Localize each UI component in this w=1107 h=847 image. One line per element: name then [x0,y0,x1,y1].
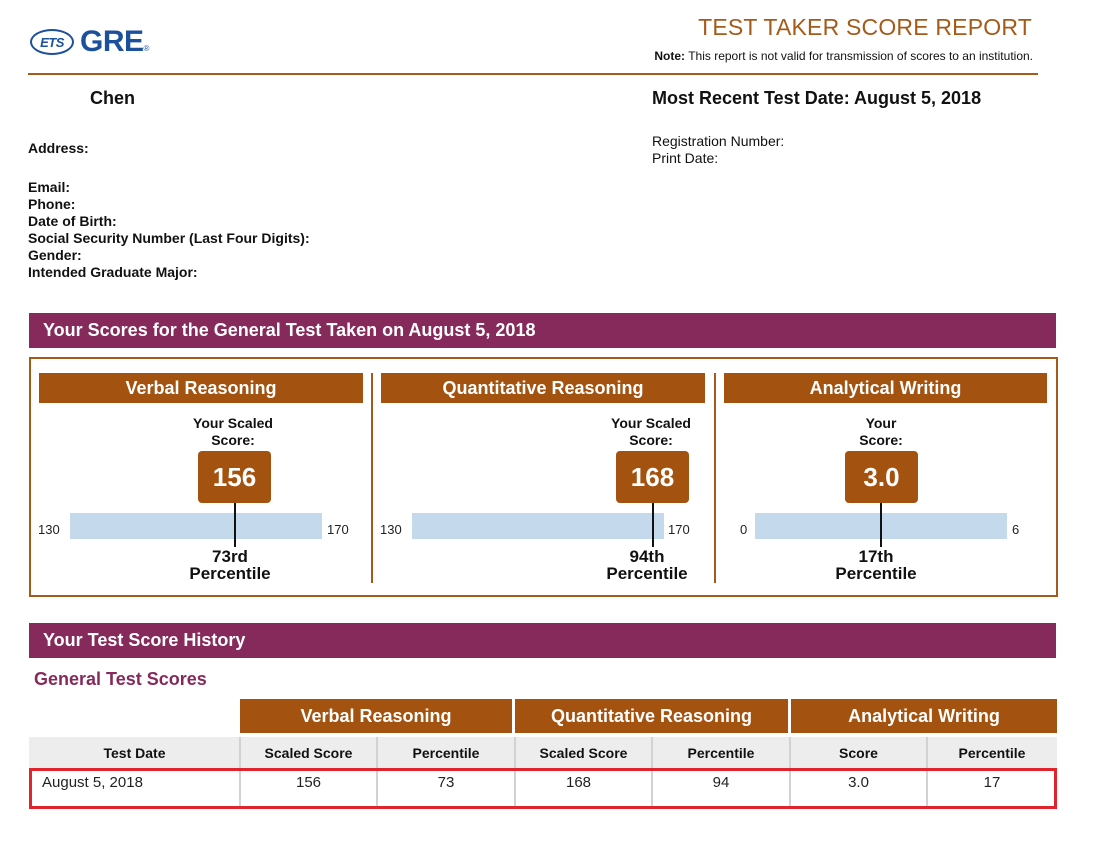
report-note-text: This report is not valid for transmission of scores to an institution. [688,49,1033,63]
writing-score-label-line: Score: [859,432,903,448]
writing-header: Analytical Writing [724,373,1047,403]
col-header-verbal-score: Scaled Score [264,745,353,761]
history-cell-quant-score: 168 [565,773,592,791]
report-note-label: Note: [654,49,686,63]
ets-logo-icon: ETS [30,29,74,55]
report-note [654,49,1033,63]
quant-score-label-line: Score: [629,432,673,448]
col-header-writing-percentile: Percentile [958,745,1026,761]
quant-scale-min: 130 [380,522,402,537]
writing-score-marker [880,503,882,547]
header-rule [28,73,1038,75]
quant-score-label [591,415,711,449]
verbal-percentile-value: 73rd [212,547,248,566]
address-label: Address: [28,140,89,156]
gender-label: Gender: [28,247,82,263]
quant-score-label-line: Your Scaled [611,415,691,431]
history-cell-writing-score: 3.0 [848,773,869,791]
history-subtitle: General Test Scores [34,669,207,689]
email-label: Email: [28,179,71,195]
verbal-score-label [173,415,293,449]
col-header-verbal-percentile: Percentile [412,745,480,761]
history-group-quant: Quantitative Reasoning [515,699,788,733]
scores-banner: Your Scores for the General Test Taken on August 5, 2018 [29,313,1056,348]
quant-percentile-word: Percentile [606,564,688,583]
history-cell-writing-percentile: 17 [983,773,1001,791]
history-cell-test-date: August 5, 2018 [42,773,143,791]
registration-info [652,133,784,167]
quant-scale-bar [412,513,664,539]
verbal-score-label-line: Your Scaled [193,415,273,431]
verbal-percentile [155,548,305,582]
writing-score-box: 3.0 [845,451,918,503]
history-group-writing: Analytical Writing [791,699,1057,733]
verbal-header: Verbal Reasoning [39,373,363,403]
registration-number-label: Registration Number: [652,133,785,149]
history-cell-quant-percentile: 94 [712,773,730,791]
verbal-score-label-line: Score: [211,432,255,448]
history-cell-verbal-score: 156 [295,773,322,791]
col-header-test-date: Test Date [103,745,166,761]
writing-percentile-value: 17th [858,547,894,566]
highlight-rectangle [29,768,1057,809]
writing-score-label [821,415,941,449]
col-header-quant-score: Scaled Score [539,745,628,761]
verbal-score-box: 156 [198,451,271,503]
quant-percentile [572,548,722,582]
major-label: Intended Graduate Major: [28,264,198,280]
gre-logo [30,22,149,62]
history-cell-verbal-percentile: 73 [437,773,455,791]
col-header-quant-percentile: Percentile [687,745,755,761]
quant-header: Quantitative Reasoning [381,373,705,403]
trademark-mark: ® [143,44,150,53]
verbal-scale-bar [70,513,322,539]
verbal-scale-min: 130 [38,522,60,537]
candidate-name: Chen [90,88,135,108]
report-title: TEST TAKER SCORE REPORT [698,14,1032,40]
verbal-scale-max: 170 [327,522,349,537]
writing-percentile-word: Percentile [835,564,917,583]
writing-percentile [801,548,951,582]
quant-score-marker [652,503,654,547]
quant-scale-max: 170 [668,522,690,537]
quant-percentile-value: 94th [629,547,665,566]
quant-score-box: 168 [616,451,689,503]
history-banner: Your Test Score History [29,623,1056,658]
col-header-writing-score: Score [839,745,878,761]
verbal-score-marker [234,503,236,547]
print-date-label: Print Date: [652,150,719,166]
recent-test-date: Most Recent Test Date: August 5, 2018 [652,88,982,108]
history-group-verbal: Verbal Reasoning [240,699,512,733]
verbal-percentile-word: Percentile [189,564,271,583]
panel-divider [371,373,373,583]
writing-score-label-line: Your [865,415,897,431]
ssn-label: Social Security Number (Last Four Digits): [28,230,310,246]
writing-scale-max: 6 [1012,522,1020,537]
gre-wordmark: GRE [80,25,144,58]
writing-scale-min: 0 [740,522,748,537]
phone-label: Phone: [28,196,76,212]
dob-label: Date of Birth: [28,213,117,229]
